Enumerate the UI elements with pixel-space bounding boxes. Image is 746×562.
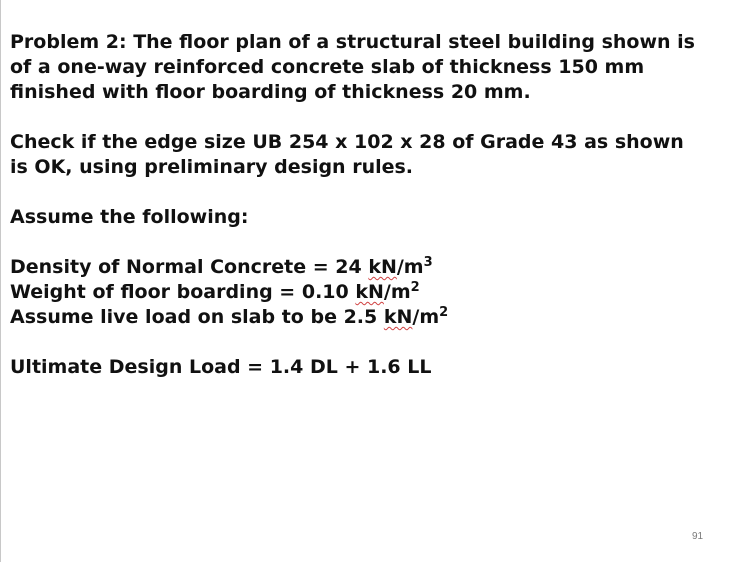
problem-statement-line-2: of a one-way reinforced concrete slab of thickness 150 mm	[10, 56, 645, 78]
slide-left-border	[0, 0, 1, 562]
spacer	[10, 230, 740, 255]
spacer	[10, 105, 740, 130]
unit-exponent: 3	[423, 255, 433, 270]
assumption-floor-boarding-weight	[10, 280, 740, 305]
unit-kn: kN	[355, 281, 384, 303]
spacer	[10, 330, 740, 355]
unit-exponent: 2	[410, 280, 420, 295]
check-statement-line-2: is OK, using preliminary design rules.	[10, 156, 414, 178]
page-number: 91	[692, 531, 704, 542]
unit-kn: kN	[368, 256, 397, 278]
unit-exponent: 2	[439, 305, 449, 320]
check-statement-line-1: Check if the edge size UB 254 x 102 x 28 of Grade 43 as shown	[10, 131, 684, 153]
assumption-label: Weight of floor boarding = 0.10	[10, 281, 356, 303]
spacer	[10, 180, 740, 205]
unit-per-meter: /m	[396, 256, 424, 278]
assume-heading: Assume the following:	[10, 206, 249, 228]
ultimate-design-load: Ultimate Design Load = 1.4 DL + 1.6 LL	[10, 356, 432, 378]
unit-kn: kN	[383, 306, 413, 328]
problem-statement-line-3: finished with floor boarding of thickness 20 mm.	[10, 81, 531, 103]
assumption-label: Assume live load on slab to be 2.5	[10, 306, 384, 328]
assumption-live-load	[10, 305, 740, 330]
assumption-concrete-density	[10, 255, 740, 280]
unit-per-meter: /m	[412, 306, 440, 328]
unit-per-meter: /m	[383, 281, 411, 303]
assumption-label: Density of Normal Concrete = 24	[10, 256, 369, 278]
slide-body	[10, 30, 740, 380]
problem-statement-line-1: Problem 2: The floor plan of a structural steel building shown is	[10, 31, 695, 53]
